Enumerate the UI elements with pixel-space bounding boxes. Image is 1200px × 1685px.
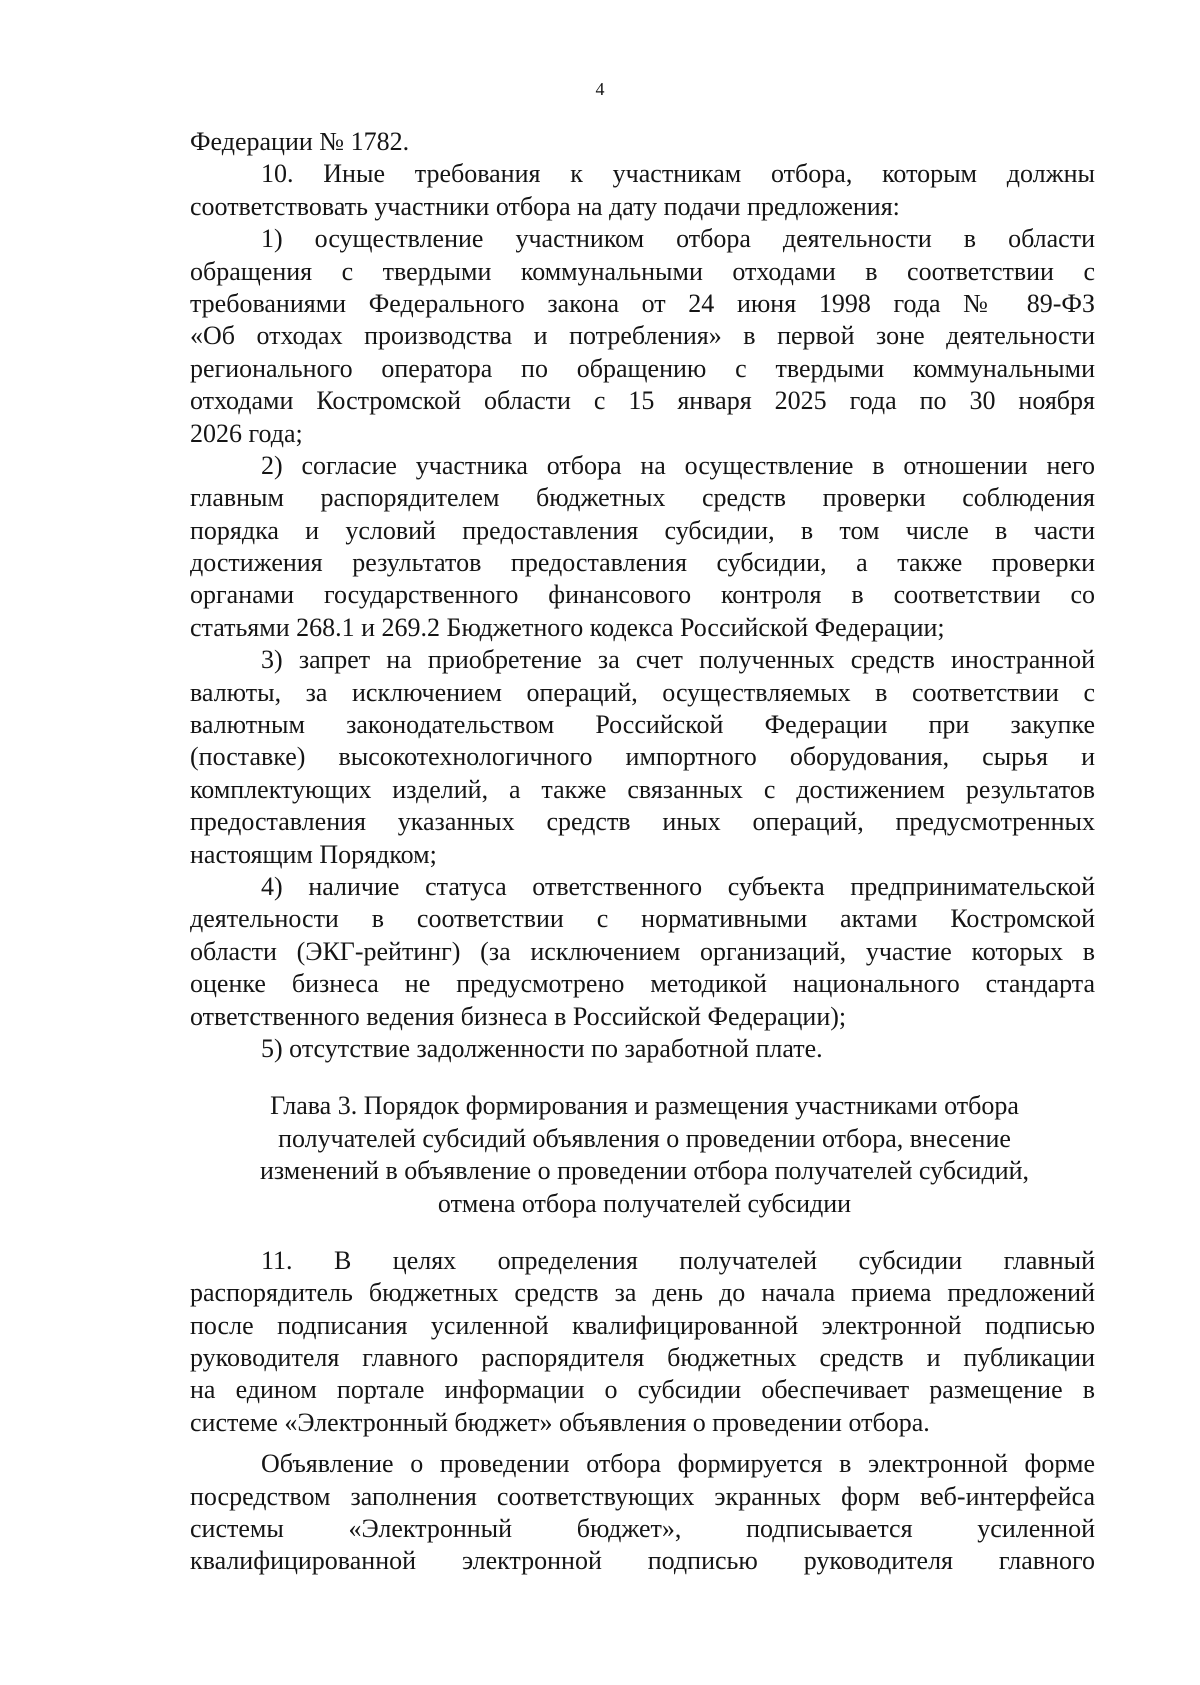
item-1-line: отходами Костромской области с 15 января 2025 года по 30 ноября (190, 386, 1095, 416)
paragraph-10-line: соответствовать участники отбора на дату подачи предложения: (190, 191, 900, 221)
item-3-line: валютным законодательством Российской Федерации при закупке (190, 710, 1095, 740)
item-2-line: достижения результатов предоставления субсидии, а также проверки (190, 548, 1095, 578)
page-number: 4 (595, 79, 605, 99)
announcement-paragraph-line: квалифицированной электронной подписью руководителя главного (190, 1546, 1095, 1576)
item-4-line: ответственного ведения бизнеса в Российской Федерации); (190, 1001, 847, 1031)
item-2-line: 2) согласие участника отбора на осуществление в отношении него (261, 450, 1095, 480)
item-2-line: порядка и условий предоставления субсидии, в том числе в части (190, 515, 1095, 545)
item-4-line: 4) наличие статуса ответственного субъекта предпринимательской (261, 871, 1095, 901)
item-1-line: «Об отходах производства и потребления» в первой зоне деятельности (190, 321, 1095, 351)
item-4-line: области (ЭКГ-рейтинг) (за исключением организаций, участие которых в (190, 936, 1095, 966)
paragraph-10-line: 10. Иные требования к участникам отбора, которым должны (261, 159, 1095, 189)
paragraph-11-line: системе «Электронный бюджет» объявления о проведении отбора. (190, 1407, 930, 1437)
item-4-line: оценке бизнеса не предусмотрено методикой национального стандарта (190, 969, 1095, 999)
document-body (190, 126, 1095, 1578)
item-1-line: требованиями Федерального закона от 24 июня 1998 года № 89-ФЗ (190, 288, 1095, 318)
paragraph-11-line: 11. В целях определения получателей субсидии главный (261, 1245, 1095, 1275)
item-1-line: регионального оператора по обращению с твердыми коммунальными (190, 353, 1095, 383)
item-3-line: комплектующих изделий, а также связанных с достижением результатов (190, 774, 1095, 804)
paragraph-11-line: руководителя главного распорядителя бюджетных средств и публикации (190, 1343, 1095, 1373)
item-2-line: главным распорядителем бюджетных средств проверки соблюдения (190, 483, 1095, 513)
item-4-line: деятельности в соответствии с нормативными актами Костромской (190, 904, 1095, 934)
paragraph-11-line: распорядитель бюджетных средств за день до начала приема предложений (190, 1278, 1095, 1308)
item-3-line: (поставке) высокотехнологичного импортного оборудования, сырья и (190, 742, 1095, 772)
chapter-heading-line: изменений в объявление о проведении отбора получателей субсидий, (259, 1156, 1030, 1186)
spacer (190, 1065, 1095, 1090)
item-5-line: 5) отсутствие задолженности по заработной плате. (261, 1033, 823, 1063)
item-3-line: предоставления указанных средств иных операций, предусмотренных (190, 807, 1095, 837)
item-3-line: валюты, за исключением операций, осуществляемых в соответствии с (190, 677, 1095, 707)
spacer (190, 1439, 1095, 1448)
paragraph-11-line: на едином портале информации о субсидии обеспечивает размещение в (190, 1375, 1095, 1405)
chapter-heading-line: отмена отбора получателей субсидии (437, 1188, 852, 1218)
item-3-line: 3) запрет на приобретение за счет полученных средств иностранной (261, 645, 1095, 675)
item-2-line: органами государственного финансового контроля в соответствии со (190, 580, 1095, 610)
announcement-paragraph-line: Объявление о проведении отбора формируется в электронной форме (261, 1449, 1095, 1479)
text-line: Федерации № 1782. (190, 127, 410, 156)
paragraph-11-line: после подписания усиленной квалифицированной электронной подписью (190, 1310, 1095, 1340)
item-3-line: настоящим Порядком; (190, 839, 437, 869)
item-1-line: 1) осуществление участником отбора деятельности в области (261, 224, 1095, 254)
announcement-paragraph-line: системы «Электронный бюджет», подписывается усиленной (190, 1514, 1095, 1544)
chapter-heading-line: получателей субсидий объявления о проведении отбора, внесение (278, 1123, 1011, 1153)
item-2-line: статьями 268.1 и 269.2 Бюджетного кодекса Российской Федерации; (190, 612, 945, 642)
spacer (190, 1220, 1095, 1245)
item-1-line: 2026 года; (190, 418, 303, 448)
item-1-line: обращения с твердыми коммунальными отходами в соответствии с (190, 256, 1095, 286)
chapter-heading-line: Глава 3. Порядок формирования и размещения участниками отбора (270, 1091, 1019, 1121)
announcement-paragraph-line: посредством заполнения соответствующих экранных форм веб-интерфейса (190, 1481, 1095, 1511)
